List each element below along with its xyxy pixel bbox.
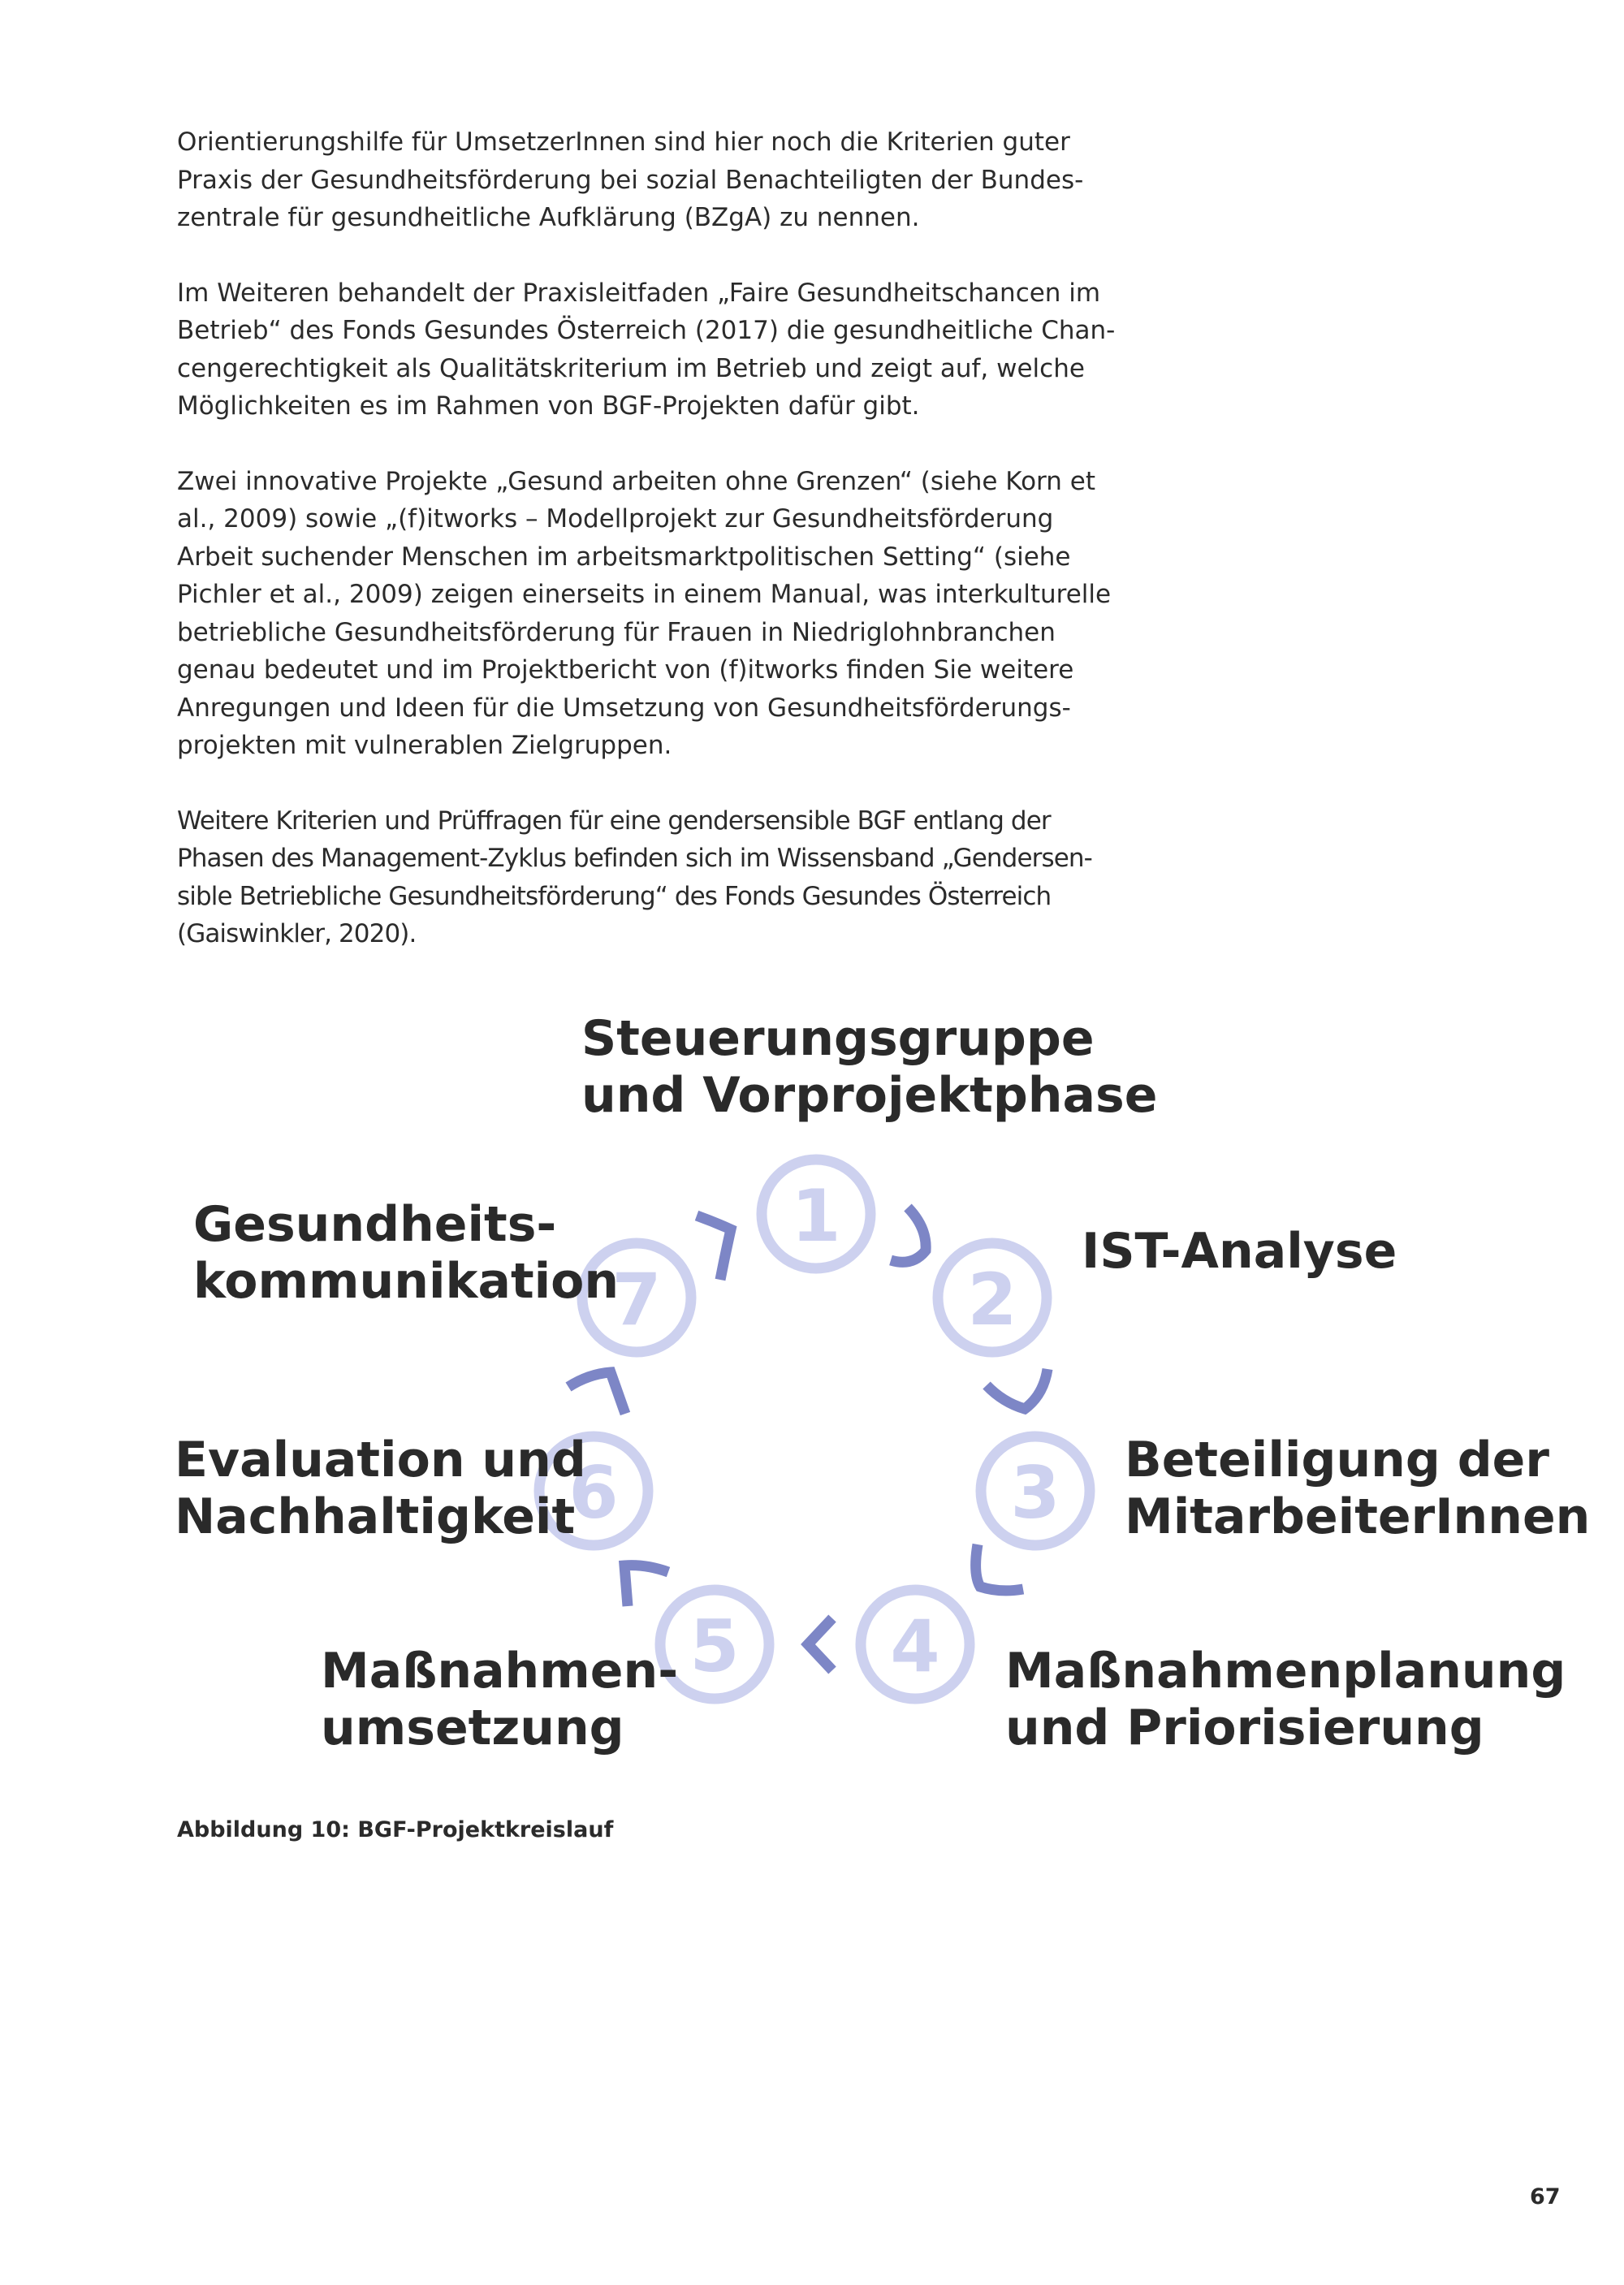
text-line: Anregungen und Ideen für die Umsetzung von Gesundheitsförderungs- bbox=[177, 693, 1071, 723]
page-number: 67 bbox=[1530, 2184, 1561, 2209]
arrow-2-to-3-icon bbox=[987, 1369, 1047, 1409]
arrow-3-to-4-icon bbox=[976, 1544, 1023, 1591]
figure-caption: Abbildung 10: BGF-Projektkreislauf bbox=[177, 1817, 614, 1842]
arrow-5-to-6-icon bbox=[624, 1566, 668, 1606]
label-line: umsetzung bbox=[321, 1700, 624, 1756]
text-line: cengerechtigkeit als Qualitätskriterium im Betrieb und zeigt auf, welche bbox=[177, 353, 1085, 383]
text-line: sible Betriebliche Gesundheitsförderung“ des Fonds Gesundes Österreich bbox=[177, 881, 1052, 911]
step-5-number: 5 bbox=[689, 1605, 740, 1688]
step-6-number: 6 bbox=[568, 1451, 619, 1535]
text-line: Betrieb“ des Fonds Gesundes Österreich (2017) die gesundheitliche Chan- bbox=[177, 316, 1116, 345]
arrow-1-to-2-icon bbox=[891, 1207, 926, 1262]
step-2-label bbox=[1082, 1223, 1397, 1280]
text-line: Praxis der Gesundheitsförderung bei sozial Benachteiligten der Bundes- bbox=[177, 165, 1084, 195]
text-line: Pichler et al., 2009) zeigen einerseits in einem Manual, was interkulturelle bbox=[177, 580, 1112, 609]
text-line: Möglichkeiten es im Rahmen von BGF-Projekten dafür gibt. bbox=[177, 391, 920, 421]
step-7-label bbox=[193, 1196, 619, 1310]
label-line: Nachhaltigkeit bbox=[175, 1488, 576, 1545]
step-5-label bbox=[321, 1643, 678, 1756]
text-line: projekten mit vulnerablen Zielgruppen. bbox=[177, 731, 672, 760]
step-3-label bbox=[1125, 1432, 1590, 1545]
text-line: Phasen des Management-Zyklus befinden sich im Wissensband „Gendersen- bbox=[177, 844, 1092, 873]
step-4-marker bbox=[861, 1590, 970, 1699]
text-line: genau bedeutet und im Projektbericht von (f)itworks finden Sie weitere bbox=[177, 655, 1074, 685]
label-line: Steuerungsgruppe bbox=[581, 1010, 1095, 1067]
label-line: und Vorprojektphase bbox=[581, 1067, 1158, 1124]
label-line: Maßnahmenplanung bbox=[1005, 1643, 1566, 1700]
step-6-label bbox=[175, 1432, 586, 1545]
step-1-marker bbox=[762, 1160, 870, 1268]
step-2-number: 2 bbox=[967, 1258, 1017, 1341]
step-4-number: 4 bbox=[890, 1605, 940, 1688]
label-line: Gesundheits- bbox=[193, 1196, 557, 1253]
step-3-number: 3 bbox=[1010, 1451, 1060, 1535]
text-line: Arbeit suchender Menschen im arbeitsmarktpolitischen Setting“ (siehe bbox=[177, 542, 1071, 572]
text-line: Orientierungshilfe für UmsetzerInnen sind hier noch die Kriterien guter bbox=[177, 127, 1070, 157]
step-3-marker bbox=[981, 1436, 1090, 1545]
text-line: (Gaiswinkler, 2020). bbox=[177, 919, 417, 948]
step-1-number: 1 bbox=[791, 1174, 841, 1258]
step-2-marker bbox=[938, 1243, 1047, 1352]
step-4-label bbox=[1005, 1643, 1566, 1756]
step-7-number: 7 bbox=[611, 1258, 662, 1341]
step-1-label bbox=[581, 1010, 1158, 1124]
label-line: Beteiligung der bbox=[1125, 1432, 1549, 1488]
label-line: kommunikation bbox=[193, 1253, 620, 1310]
label-line: und Priorisierung bbox=[1005, 1700, 1484, 1756]
text-line: Weitere Kriterien und Prüffragen für eine gendersensible BGF entlang der bbox=[177, 806, 1051, 836]
text-line: Zwei innovative Projekte „Gesund arbeiten ohne Grenzen“ (siehe Korn et bbox=[177, 466, 1095, 496]
label-line: MitarbeiterInnen bbox=[1125, 1488, 1591, 1545]
arrow-7-to-1-icon bbox=[697, 1216, 731, 1280]
text-line: al., 2009) sowie „(f)itworks – Modellprojekt zur Gesundheitsförderung bbox=[177, 504, 1054, 533]
label-line: Evaluation und bbox=[175, 1432, 586, 1488]
text-line: zentrale für gesundheitliche Aufklärung (BZgA) zu nennen. bbox=[177, 203, 920, 232]
label-line: Maßnahmen- bbox=[321, 1643, 679, 1700]
label-line: IST-Analyse bbox=[1082, 1223, 1397, 1280]
arrow-6-to-7-icon bbox=[568, 1372, 625, 1414]
text-line: betriebliche Gesundheitsförderung für Frauen in Niedriglohnbranchen bbox=[177, 617, 1056, 647]
text-line: Im Weiteren behandelt der Praxisleitfaden „Faire Gesundheitschancen im bbox=[177, 278, 1101, 308]
arrow-4-to-5-icon bbox=[808, 1618, 832, 1670]
